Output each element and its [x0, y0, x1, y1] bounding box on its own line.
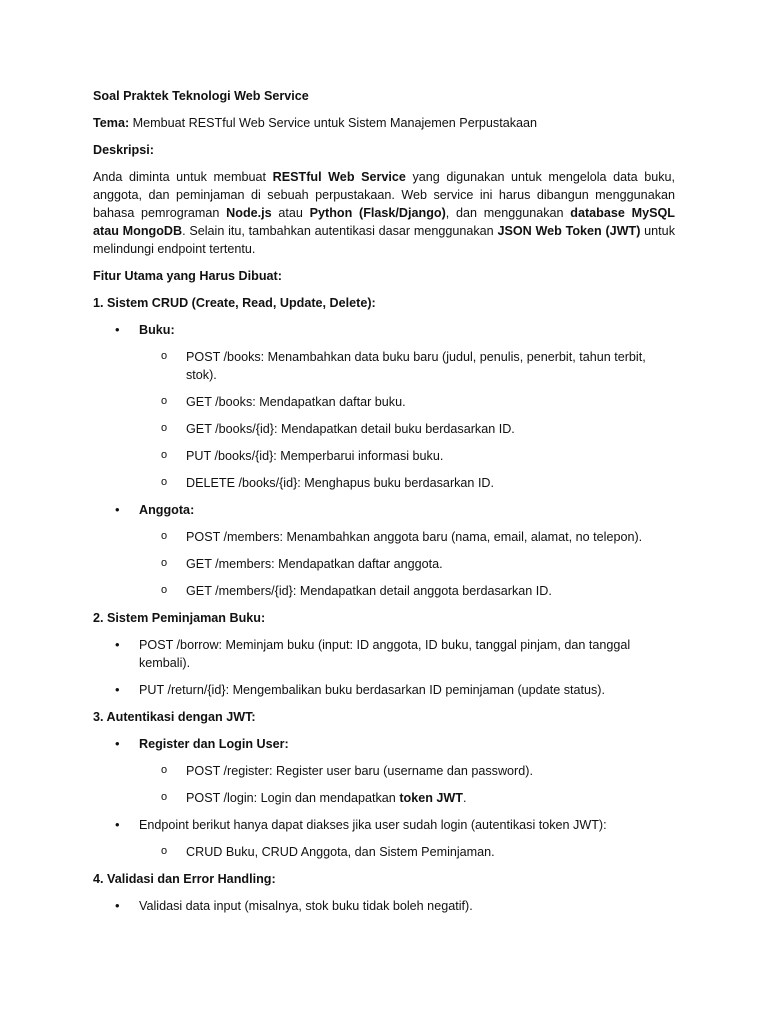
desc-text-2: yang digunakan untuk mengelola data buku, anggota, dan peminjaman di sebuah perpustakaan. Web service ini harus dibangun menggunakan bahasa pemrograman — [93, 170, 675, 220]
sub-item-text: DELETE /books/{id}: Menghapus buku berdasarkan ID. — [186, 476, 495, 490]
list-item-text: Endpoint berikut hanya dapat diakses jika user sudah login (autentikasi token JWT): — [139, 818, 607, 832]
buku-label: Buku: — [139, 323, 175, 337]
circle-marker: o — [161, 449, 168, 461]
bullet-marker: • — [115, 898, 120, 913]
sub-list-item — [93, 393, 675, 411]
bullet-marker: • — [115, 502, 120, 517]
fitur-heading: Fitur Utama yang Harus Dibuat: — [93, 269, 282, 283]
sub-item-text: POST /register: Register user baru (username dan password). — [186, 764, 533, 778]
desc-bold-restful: RESTful Web Service — [272, 170, 406, 184]
deskripsi-label: Deskripsi: — [93, 143, 154, 157]
list-item-text: Validasi data input (misalnya, stok buku tidak boleh negatif). — [139, 899, 473, 913]
list-item — [93, 636, 675, 672]
circle-marker: o — [161, 557, 168, 569]
tema-line — [93, 114, 675, 132]
sub-list-item — [93, 789, 675, 807]
list-item-anggota — [93, 501, 675, 519]
circle-marker: o — [161, 845, 168, 857]
sub-item-text: POST /login: Login dan mendapatkan — [186, 791, 400, 805]
section-2-heading: 2. Sistem Peminjaman Buku: — [93, 611, 266, 625]
desc-text-5: . Selain itu, tambahkan autentikasi dasar menggunakan — [182, 224, 498, 238]
anggota-label: Anggota: — [139, 503, 195, 517]
bullet-marker: • — [115, 322, 120, 337]
section-3-heading: 3. Autentikasi dengan JWT: — [93, 710, 256, 724]
desc-bold-nodejs: Node.js — [226, 206, 272, 220]
list-item — [93, 681, 675, 699]
sub-list-item — [93, 555, 675, 573]
tema-text: Membuat RESTful Web Service untuk Sistem Manajemen Perpustakaan — [129, 116, 538, 130]
section-4-heading: 4. Validasi dan Error Handling: — [93, 872, 276, 886]
sub-list-item — [93, 528, 675, 546]
sub-item-text: GET /members/{id}: Mendapatkan detail anggota berdasarkan ID. — [186, 584, 552, 598]
sub-item-text: POST /books: Menambahkan data buku baru (judul, penulis, penerbit, tahun terbit, stok). — [186, 350, 646, 382]
circle-marker: o — [161, 584, 168, 596]
sub-list-item — [93, 762, 675, 780]
bullet-marker: • — [115, 682, 120, 697]
sub-list-item — [93, 447, 675, 465]
description-paragraph — [93, 168, 675, 258]
section-1-heading: 1. Sistem CRUD (Create, Read, Update, Delete): — [93, 296, 376, 310]
desc-text-6: untuk melindungi endpoint tertentu. — [93, 224, 675, 256]
circle-marker: o — [161, 422, 168, 434]
desc-bold-python: Python (Flask/Django) — [309, 206, 446, 220]
sub-list-item — [93, 843, 675, 861]
sub-list-item — [93, 474, 675, 492]
desc-text-4: , dan menggunakan — [445, 206, 571, 220]
circle-marker: o — [161, 530, 168, 542]
sub-item-text: PUT /books/{id}: Memperbarui informasi buku. — [186, 449, 444, 463]
desc-text-3: atau — [271, 206, 310, 220]
document-body — [93, 87, 675, 924]
sub-item-text: GET /members: Mendapatkan daftar anggota. — [186, 557, 443, 571]
circle-marker: o — [161, 764, 168, 776]
document-title: Soal Praktek Teknologi Web Service — [93, 89, 309, 103]
bullet-marker: • — [115, 817, 120, 832]
circle-marker: o — [161, 791, 168, 803]
sub-list-item — [93, 582, 675, 600]
list-item-buku — [93, 321, 675, 339]
sub-item-text: CRUD Buku, CRUD Anggota, dan Sistem Peminjaman. — [186, 845, 495, 859]
sub-item-text: GET /books: Mendapatkan daftar buku. — [186, 395, 406, 409]
sub-item-text: POST /members: Menambahkan anggota baru (nama, email, alamat, no telepon). — [186, 530, 643, 544]
bullet-marker: • — [115, 637, 120, 652]
circle-marker: o — [161, 350, 168, 362]
list-item-text: PUT /return/{id}: Mengembalikan buku berdasarkan ID peminjaman (update status). — [139, 683, 605, 697]
tema-label: Tema: — [93, 116, 130, 130]
sub-list-item — [93, 348, 675, 384]
desc-bold-database: database MySQL atau MongoDB — [93, 206, 675, 238]
register-login-label: Register dan Login User: — [139, 737, 289, 751]
sub-list-item — [93, 420, 675, 438]
desc-text-1: Anda diminta untuk membuat — [93, 170, 273, 184]
bullet-marker: • — [115, 736, 120, 751]
list-item — [93, 816, 675, 834]
list-item-text: POST /borrow: Meminjam buku (input: ID anggota, ID buku, tanggal pinjam, dan tanggal kembali). — [139, 638, 631, 670]
list-item — [93, 897, 675, 915]
token-jwt-bold: token JWT — [399, 791, 463, 805]
list-item-register-login — [93, 735, 675, 753]
circle-marker: o — [161, 395, 168, 407]
sub-item-text: GET /books/{id}: Mendapatkan detail buku berdasarkan ID. — [186, 422, 515, 436]
circle-marker: o — [161, 476, 168, 488]
sub-item-text: . — [462, 791, 467, 805]
desc-bold-jwt: JSON Web Token (JWT) — [497, 224, 641, 238]
